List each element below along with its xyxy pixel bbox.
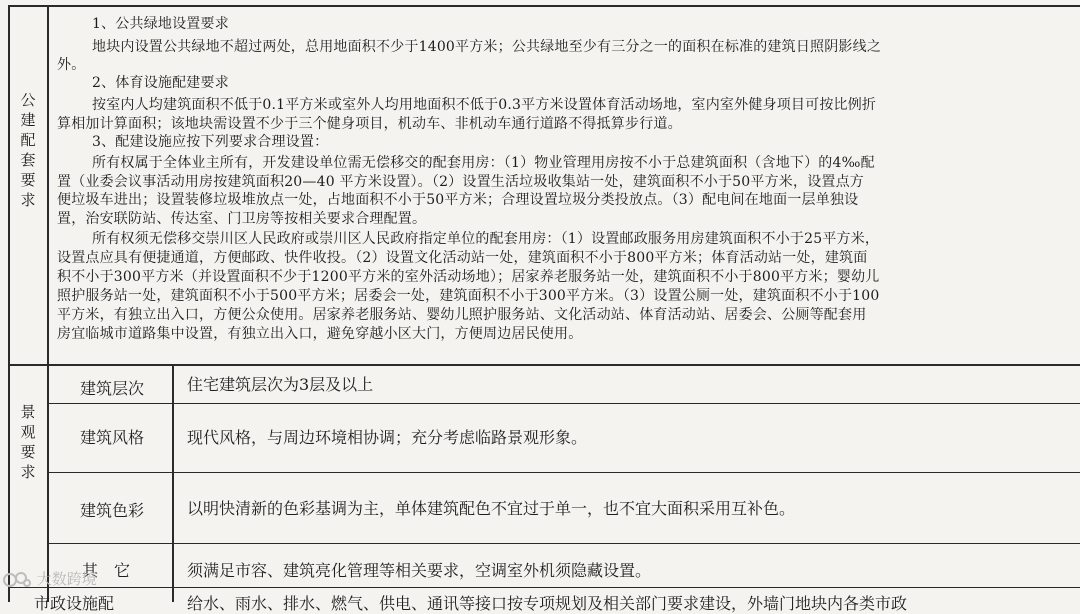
label-char: 观 [20, 423, 36, 441]
paragraph-line: 置（业委会议事活动用房按建筑面积20—40 平方米设置）。（2）设置生活垃圾收集站一处，建筑面积不小于50平方米，设置点方 [57, 174, 864, 190]
row-label-building-style: 建筑风格 [80, 428, 145, 447]
row-label-building-height: 建筑层次 [80, 379, 145, 398]
paragraph-line: 便垃圾车进出；设置装修垃圾堆放点一处，占地面积不小于50平方米；合理设置垃圾分类投放点。（3）配电间在地面一层单独设 [57, 192, 859, 208]
public-facilities-label [18, 90, 38, 210]
row-divider-3 [47, 543, 1080, 544]
section-divider-2 [8, 587, 1080, 588]
paragraph-line: 平方米，有独立出入口，方便公众使用。居家养老服务站、婴幼儿照护服务站、文化活动站、体育活动站、居委会、公厕等配套用 [57, 307, 867, 323]
row-content-other: 须满足市容、建筑亮化管理等相关要求，空调室外机须隐藏设置。 [187, 561, 652, 580]
table-border-left [8, 5, 10, 602]
landscape-requirements-label [18, 402, 38, 482]
paragraph-line: 外。 [57, 57, 86, 73]
row-divider-1 [47, 403, 1080, 404]
heading-green-space: 1、公共绿地设置要求 [92, 16, 229, 32]
paragraph-line: 地块内设置公共绿地不超过两处，总用地面积不少于1400平方米；公共绿地至少有三分之一的面积在标准的建筑日照阴影线之 [92, 39, 882, 55]
paragraph-line: 积不小于300平方米（并设置面积不少于1200平方米的室外活动场地）；居家养老服务站一处，建筑面积不小于800平方米；婴幼儿 [57, 269, 880, 285]
label-char: 套 [20, 151, 36, 169]
label-char: 要 [20, 171, 36, 189]
label-char: 要 [20, 443, 36, 461]
section-divider-1 [8, 364, 1080, 366]
heading-sports-facilities: 2、体育设施配建要求 [92, 75, 229, 91]
table-border-top [8, 5, 1080, 7]
label-char: 公 [20, 91, 36, 109]
row-content-building-color: 以明快清新的色彩基调为主，单体建筑配色不宜过于单一，也不宜大面积采用互补色。 [187, 499, 796, 518]
paragraph-line: 算相加计算面积；该地块需设置不少于三个健身项目，机动车、非机动车通行道路不得抵算步行道。 [57, 116, 682, 132]
label-char: 求 [20, 463, 36, 481]
paragraph-line: 所有权属于全体业主所有，开发建设单位需无偿移交的配套用房：（1）物业管理用房按不小于总建筑面积（含地下）的4‰配 [92, 155, 875, 171]
paragraph-line: 房宜临城市道路集中设置，有独立出入口，避免穿越小区大门，方便周边居民使用。 [57, 326, 583, 342]
label-char: 建 [20, 111, 36, 129]
row-content-building-style: 现代风格，与周边环境相协调；充分考虑临路景观形象。 [187, 428, 588, 447]
row-divider-2 [47, 472, 1080, 473]
row-label-divider [172, 364, 174, 602]
label-column-divider [47, 5, 49, 365]
label-char: 配 [20, 131, 36, 149]
municipal-facilities-label: 市政设施配 [34, 594, 115, 613]
heading-supporting-facilities: 3、配建设施应按下列要求合理设置： [92, 134, 329, 150]
row-label-building-color: 建筑色彩 [80, 501, 145, 520]
paragraph-line: 照护服务站一处，建筑面积不小于500平方米；居委会一处，建筑面积不小于300平方米。（3）设置公厕一处，建筑面积不小于100 [57, 288, 880, 304]
paragraph-line: 所有权须无偿移交崇川区人民政府或崇川区人民政府指定单位的配套用房：（1）设置邮政服务用房建筑面积不小于25平方米， [92, 231, 880, 247]
watermark-logo-icon [2, 570, 32, 590]
paragraph-line: 设置点应具有便捷通道，方便邮政、快件收投。（2）设置文化活动站一处，建筑面积不小于800平方米；体育活动站一处，建筑面 [57, 250, 868, 266]
municipal-facilities-content: 给水、雨水、排水、燃气、供电、通讯等接口按专项规划及相关部门要求建设，外墙门地块内各类市政 [187, 594, 908, 613]
watermark [2, 568, 97, 590]
row-label-other: 其 它 [82, 561, 131, 580]
paragraph-line: 置，治安联防站、传达室、门卫房等按相关要求合理配置。 [57, 211, 427, 227]
landscape-label-divider [47, 364, 49, 602]
watermark-text: 大数跨境 [36, 570, 97, 588]
label-char: 求 [20, 191, 36, 209]
label-char: 景 [20, 403, 36, 421]
paragraph-line: 按室内人均建筑面积不低于0.1平方米或室外人均用地面积不低于0.3平方米设置体育活动场地，室内室外健身项目可按比例折 [92, 97, 877, 113]
row-content-building-height: 住宅建筑层次为3层及以上 [187, 375, 374, 394]
